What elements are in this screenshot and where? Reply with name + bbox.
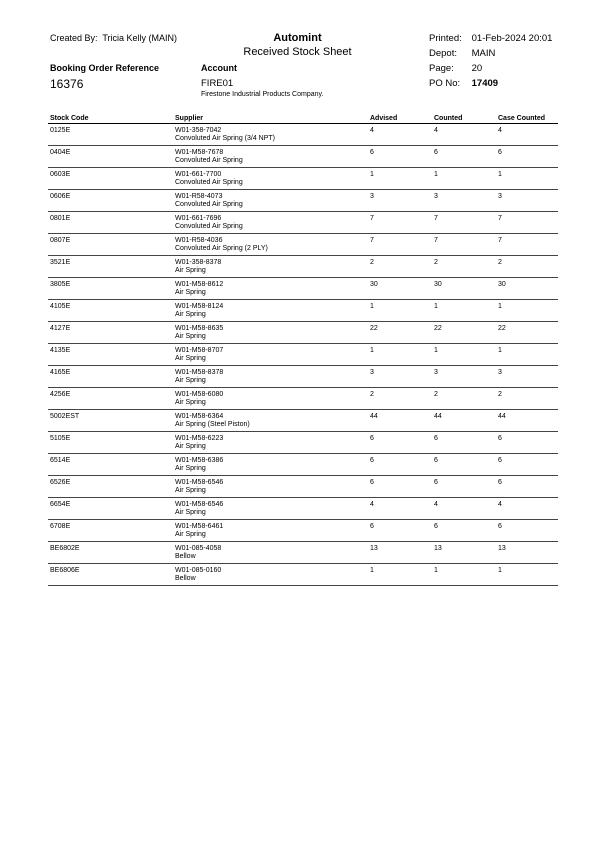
supplier-code: W01-M58-6461 [175, 523, 224, 530]
item-description: Air Spring [175, 487, 206, 494]
item-description: Air Spring [175, 311, 206, 318]
item-description: Air Spring [175, 399, 206, 406]
item-description: Bellow [175, 575, 196, 582]
case-counted-cell: 7 [498, 215, 502, 222]
supplier-cell [173, 256, 368, 278]
advised-cell: 22 [370, 325, 378, 332]
stock-code-cell: 0125E [50, 127, 71, 134]
counted-cell: 7 [434, 237, 438, 244]
supplier-code: W01-M58-8635 [175, 325, 224, 332]
case-counted-cell: 1 [498, 303, 502, 310]
counted-cell: 1 [434, 347, 438, 354]
counted-cell: 1 [434, 567, 438, 574]
advised-cell: 2 [370, 259, 374, 266]
advised-cell: 13 [370, 545, 378, 552]
advised-cell: 4 [370, 127, 374, 134]
supplier-code: W01-R58-4036 [175, 237, 223, 244]
stock-code-cell: 4135E [50, 347, 71, 354]
item-description: Air Spring [175, 333, 206, 340]
account-name: Firestone Industrial Products Company. [201, 91, 324, 98]
table-row [48, 124, 558, 146]
item-description: Convoluted Air Spring (3/4 NPT) [175, 135, 275, 142]
case-counted-cell: 4 [498, 501, 502, 508]
account-label: Account [201, 63, 237, 73]
supplier-cell [173, 168, 368, 190]
case-counted-cell: 6 [498, 149, 502, 156]
supplier-cell [173, 410, 368, 432]
depot-row [429, 48, 495, 59]
col-stock-code: Stock Code [48, 113, 173, 124]
table-row [48, 234, 558, 256]
supplier-cell [173, 300, 368, 322]
supplier-cell [173, 234, 368, 256]
case-counted-cell: 13 [498, 545, 506, 552]
supplier-cell [173, 322, 368, 344]
depot-label: Depot: [429, 48, 457, 59]
item-description: Air Spring [175, 355, 206, 362]
counted-cell: 6 [434, 457, 438, 464]
item-description: Convoluted Air Spring [175, 179, 243, 186]
counted-cell: 2 [434, 259, 438, 266]
counted-cell: 13 [434, 545, 442, 552]
stock-table [48, 113, 558, 586]
table-row [48, 322, 558, 344]
item-description: Air Spring [175, 509, 206, 516]
case-counted-cell: 44 [498, 413, 506, 420]
item-description: Convoluted Air Spring [175, 223, 243, 230]
supplier-cell [173, 498, 368, 520]
stock-code-cell: 6514E [50, 457, 71, 464]
po-label: PO No: [429, 78, 461, 89]
item-description: Air Spring [175, 531, 206, 538]
supplier-code: W01-661-7700 [175, 171, 222, 178]
stock-code-cell: 4105E [50, 303, 71, 310]
table-row [48, 146, 558, 168]
page-label: Page: [429, 63, 454, 74]
table-row [48, 300, 558, 322]
table-row [48, 344, 558, 366]
case-counted-cell: 1 [498, 567, 502, 574]
item-description: Bellow [175, 553, 196, 560]
advised-cell: 6 [370, 435, 374, 442]
counted-cell: 22 [434, 325, 442, 332]
stock-code-cell: 4127E [50, 325, 71, 332]
supplier-cell [173, 124, 368, 146]
supplier-cell [173, 190, 368, 212]
table-row [48, 366, 558, 388]
stock-code-cell: 0606E [50, 193, 71, 200]
supplier-cell [173, 520, 368, 542]
advised-cell: 44 [370, 413, 378, 420]
po-row [429, 78, 498, 89]
counted-cell: 3 [434, 369, 438, 376]
stock-code-cell: 3521E [50, 259, 71, 266]
advised-cell: 1 [370, 303, 374, 310]
supplier-code: W01-358-8378 [175, 259, 222, 266]
report-title: Received Stock Sheet [243, 46, 352, 58]
supplier-code: W01-M58-6364 [175, 413, 224, 420]
counted-cell: 1 [434, 171, 438, 178]
counted-cell: 6 [434, 435, 438, 442]
case-counted-cell: 1 [498, 171, 502, 178]
table-header-row [48, 113, 558, 124]
case-counted-cell: 4 [498, 127, 502, 134]
supplier-code: W01-M58-6546 [175, 501, 224, 508]
advised-cell: 1 [370, 171, 374, 178]
supplier-code: W01-M58-6386 [175, 457, 224, 464]
depot-value: MAIN [471, 48, 496, 59]
supplier-code: W01-M58-8707 [175, 347, 224, 354]
item-description: Air Spring [175, 465, 206, 472]
col-supplier: Supplier [173, 113, 368, 124]
supplier-cell [173, 146, 368, 168]
counted-cell: 6 [434, 479, 438, 486]
table-row [48, 564, 558, 586]
table-row [48, 432, 558, 454]
supplier-code: W01-R58-4073 [175, 193, 223, 200]
item-description: Air Spring [175, 267, 206, 274]
stock-code-cell: 6708E [50, 523, 71, 530]
stock-code-cell: 4165E [50, 369, 71, 376]
supplier-cell [173, 212, 368, 234]
advised-cell: 7 [370, 237, 374, 244]
supplier-cell [173, 564, 368, 586]
counted-cell: 4 [434, 127, 438, 134]
advised-cell: 2 [370, 391, 374, 398]
page-row [429, 63, 482, 74]
supplier-code: W01-661-7696 [175, 215, 222, 222]
printed-row [429, 33, 552, 44]
case-counted-cell: 7 [498, 237, 502, 244]
account-value: FIRE01 [201, 78, 234, 89]
stock-code-cell: 0807E [50, 237, 71, 244]
case-counted-cell: 2 [498, 259, 502, 266]
case-counted-cell: 6 [498, 479, 502, 486]
stock-code-cell: 3805E [50, 281, 71, 288]
counted-cell: 1 [434, 303, 438, 310]
col-advised: Advised [368, 113, 432, 124]
advised-cell: 7 [370, 215, 374, 222]
table-row [48, 454, 558, 476]
counted-cell: 3 [434, 193, 438, 200]
advised-cell: 4 [370, 501, 374, 508]
stock-code-cell: 5002EST [50, 413, 80, 420]
table-row [48, 212, 558, 234]
supplier-cell [173, 344, 368, 366]
table-row [48, 520, 558, 542]
case-counted-cell: 6 [498, 435, 502, 442]
item-description: Convoluted Air Spring (2 PLY) [175, 245, 268, 252]
supplier-cell [173, 278, 368, 300]
advised-cell: 3 [370, 369, 374, 376]
table-row [48, 410, 558, 432]
item-description: Air Spring [175, 289, 206, 296]
col-case-counted: Case Counted [496, 113, 558, 124]
company-name: Automint [273, 32, 322, 44]
advised-cell: 6 [370, 479, 374, 486]
stock-code-cell: 0404E [50, 149, 71, 156]
supplier-code: W01-085-4058 [175, 545, 222, 552]
case-counted-cell: 1 [498, 347, 502, 354]
stock-code-cell: 0603E [50, 171, 71, 178]
item-description: Convoluted Air Spring [175, 201, 243, 208]
item-description: Air Spring [175, 443, 206, 450]
item-description: Air Spring [175, 377, 206, 384]
supplier-code: W01-358-7042 [175, 127, 222, 134]
stock-code-cell: 6526E [50, 479, 71, 486]
po-value: 17409 [471, 78, 499, 89]
booking-value: 16376 [50, 77, 84, 91]
supplier-code: W01-M58-6080 [175, 391, 224, 398]
booking-label: Booking Order Reference [50, 63, 160, 73]
counted-cell: 30 [434, 281, 442, 288]
advised-cell: 6 [370, 149, 374, 156]
table-row [48, 256, 558, 278]
case-counted-cell: 22 [498, 325, 506, 332]
table-row [48, 542, 558, 564]
supplier-cell [173, 366, 368, 388]
advised-cell: 6 [370, 523, 374, 530]
item-description: Convoluted Air Spring [175, 157, 243, 164]
supplier-code: W01-M58-8612 [175, 281, 224, 288]
stock-code-cell: 0801E [50, 215, 71, 222]
supplier-cell [173, 388, 368, 410]
case-counted-cell: 30 [498, 281, 506, 288]
supplier-cell [173, 454, 368, 476]
case-counted-cell: 6 [498, 523, 502, 530]
supplier-code: W01-085-0160 [175, 567, 222, 574]
created-by-label: Created By: [50, 33, 98, 43]
stock-code-cell: BE6802E [50, 545, 80, 552]
page-value: 20 [471, 63, 483, 74]
case-counted-cell: 3 [498, 193, 502, 200]
stock-code-cell: 5105E [50, 435, 71, 442]
item-description: Air Spring (Steel Piston) [175, 421, 250, 428]
stock-code-cell: BE6806E [50, 567, 80, 574]
supplier-code: W01-M58-7678 [175, 149, 224, 156]
table-row [48, 476, 558, 498]
case-counted-cell: 6 [498, 457, 502, 464]
advised-cell: 3 [370, 193, 374, 200]
supplier-cell [173, 476, 368, 498]
advised-cell: 30 [370, 281, 378, 288]
counted-cell: 6 [434, 523, 438, 530]
supplier-code: W01-M58-6546 [175, 479, 224, 486]
table-row [48, 168, 558, 190]
advised-cell: 6 [370, 457, 374, 464]
printed-label: Printed: [429, 33, 462, 44]
printed-value: 01-Feb-2024 20:01 [471, 33, 553, 44]
supplier-cell [173, 542, 368, 564]
table-row [48, 388, 558, 410]
supplier-code: W01-M58-6223 [175, 435, 224, 442]
table-row [48, 498, 558, 520]
advised-cell: 1 [370, 347, 374, 354]
supplier-code: W01-M58-8124 [175, 303, 224, 310]
table-row [48, 278, 558, 300]
advised-cell: 1 [370, 567, 374, 574]
case-counted-cell: 2 [498, 391, 502, 398]
created-by-value: Tricia Kelly (MAIN) [102, 33, 178, 43]
supplier-code: W01-M58-8378 [175, 369, 224, 376]
counted-cell: 6 [434, 149, 438, 156]
counted-cell: 4 [434, 501, 438, 508]
table-row [48, 190, 558, 212]
supplier-cell [173, 432, 368, 454]
case-counted-cell: 3 [498, 369, 502, 376]
counted-cell: 7 [434, 215, 438, 222]
counted-cell: 44 [434, 413, 442, 420]
col-counted: Counted [432, 113, 496, 124]
stock-code-cell: 4256E [50, 391, 71, 398]
counted-cell: 2 [434, 391, 438, 398]
stock-code-cell: 6654E [50, 501, 71, 508]
